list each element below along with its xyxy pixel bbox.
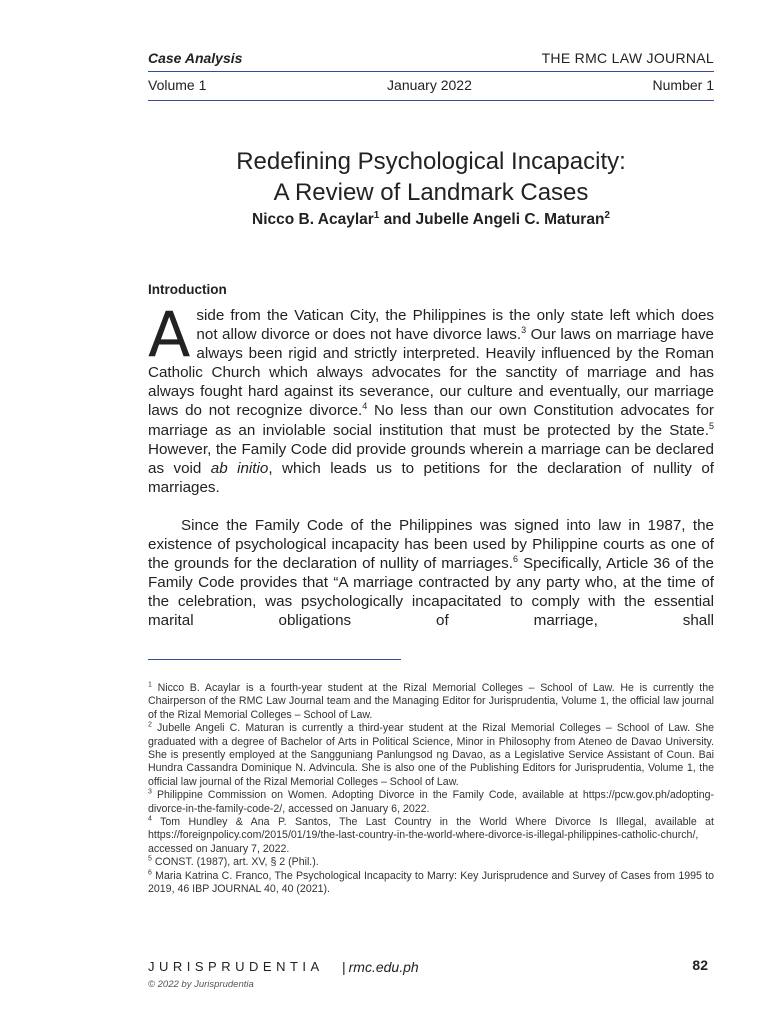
paragraph-2	[148, 516, 714, 631]
footnote	[148, 870, 714, 897]
issue-date: January 2022	[387, 77, 472, 93]
footer-separator: |	[342, 959, 346, 975]
footnote	[148, 789, 714, 816]
page-footer	[148, 958, 714, 998]
volume-label: Volume 1	[148, 77, 207, 93]
footnote-text: Nicco B. Acaylar is a fourth-year student at the Rizal Memorial Colleges – School of Law. He is currently the Chairperson of the RMC Law Journal team and the Managing Editor for Jurisprudentia, Volume 1, the official law journal of the Rizal Memorial Colleges – School of Law.	[148, 682, 714, 721]
latin-term: ab initio	[210, 459, 269, 477]
paragraph-2-text-a: Since the Family Code of the Philippines was signed into law in 1987, the existence of psychological incapacity has been used by Philippine courts as one of the grounds for the declaration of nullity of marriages.	[148, 516, 714, 573]
footnote-ref-4[interactable]: 4	[362, 401, 368, 412]
footnote-ref-5[interactable]: 5	[708, 420, 714, 431]
issue-info	[148, 77, 714, 93]
paragraph-2-text-b: Specifically, Article 36 of the Family Code provides that “A marriage contracted by any party who, at the time of the celebration, was psychologically incapacitated to comply with the essential marital obligations of marriage, shall	[148, 555, 715, 630]
footnote	[148, 816, 714, 856]
section-heading: Introduction	[148, 282, 227, 297]
footnote-mark: 4	[148, 815, 152, 823]
title-line-1: Redefining Psychological Incapacity:	[236, 148, 626, 175]
footnote-text: Tom Hundley & Ana P. Santos, The Last Country in the World Where Divorce Is Illegal, available at https://foreignpolicy.com/2015/01/19/the-last-country-in-the-world-where-divorce-is-illegal-philippines-catholic-church/, accessed on January 7, 2022.	[148, 816, 714, 855]
header-rule-top	[148, 71, 714, 72]
footnote-text: Maria Katrina C. Franco, The Psychological Incapacity to Marry: Key Jurisprudence and Survey of Cases from 1995 to 2019, 46 IBP JOURNAL 40, 40 (2021).	[148, 869, 714, 896]
page-number: 82	[692, 957, 708, 973]
paragraph-1-text-c: No less than our own Constitution advocates for marriage as an inviolable social institution that must be protected by the State.	[148, 402, 714, 439]
document-page	[148, 0, 714, 1024]
journal-name: THE RMC LAW JOURNAL	[541, 50, 714, 66]
author-1: Nicco B. Acaylar	[252, 211, 374, 229]
paragraph-1-text-a: side from the Vatican City, the Philippines is the only state left which does not allow divorce or does not have divorce laws.	[196, 307, 714, 344]
article-title	[148, 146, 714, 208]
paragraph-1-text-d: However, the Family Code did provide grounds wherein a marriage can be declared as void	[148, 440, 714, 477]
footnote-mark: 1	[148, 681, 152, 689]
body-text	[148, 298, 715, 631]
footnote-mark: 6	[148, 869, 152, 877]
footnote	[148, 856, 714, 869]
footnote-ref-3[interactable]: 3	[521, 325, 527, 336]
issue-number: Number 1	[652, 77, 714, 93]
paragraph-1-text-e: , which leads us to petitions for the declaration of nullity of marriages.	[148, 459, 714, 496]
author-2: Jubelle Angeli C. Maturan	[415, 211, 605, 229]
header-rule-bottom	[148, 100, 714, 101]
footnote-text: CONST. (1987), art. XV, § 2 (Phil.).	[151, 856, 319, 869]
footnote	[148, 722, 714, 789]
footnote	[148, 682, 714, 722]
footnote-mark: 3	[148, 788, 152, 796]
footnotes	[148, 682, 714, 897]
footnote-mark: 2	[148, 721, 152, 729]
footnote-separator	[148, 659, 401, 660]
paragraph-1-text-b: Our laws on marriage have always been rigid and strictly interpreted. Heavily influenced by the Roman Catholic Church which always advocates for the sanctity of marriage and has always fought hard against its severance, our culture and eventually, our marriage laws do not recognize divorce.	[148, 326, 714, 420]
author-line	[148, 210, 714, 229]
footer-brand: JURISPRUDENTIA	[148, 959, 324, 974]
footnote-text: Jubelle Angeli C. Maturan is currently a third-year student at the Rizal Memorial Colleges – School of Law. She graduated with a degree of Bachelor of Arts in Political Science, Minor in Philosophy from Ateneo de Davao University. She is presently employed at the Sangguniang Panlungsod ng Davao, as a Legislative Service Assistant of Coun. Bai Hundra Cassandra Dominique N. Advincula. She is also one of the Publishing Editors for Jurisprudentia, Volume 1, the official law journal of the Rizal Memorial Colleges – School of Law.	[148, 722, 714, 788]
footnote-text: Philippine Commission on Women. Adopting Divorce in the Family Code, available at https://pcw.gov.ph/adopting-divorce-in-the-family-code-2/, accessed on January 6, 2022.	[148, 789, 714, 815]
footnote-ref-6[interactable]: 6	[512, 554, 518, 565]
footer-site-link[interactable]: rmc.edu.ph	[348, 959, 419, 975]
paragraph-1	[148, 298, 714, 497]
running-header	[148, 50, 714, 66]
drop-cap: A	[148, 298, 191, 371]
footer-site	[342, 959, 419, 975]
copyright: © 2022 by Jurisprudentia	[148, 979, 254, 990]
title-line-2: A Review of Landmark Cases	[273, 179, 589, 206]
author-1-footnote-mark[interactable]: 1	[373, 210, 380, 221]
author-conjunction: and	[379, 211, 416, 229]
section-label: Case Analysis	[148, 50, 243, 66]
author-2-footnote-mark[interactable]: 2	[604, 210, 610, 221]
footnote-mark: 5	[148, 855, 152, 863]
